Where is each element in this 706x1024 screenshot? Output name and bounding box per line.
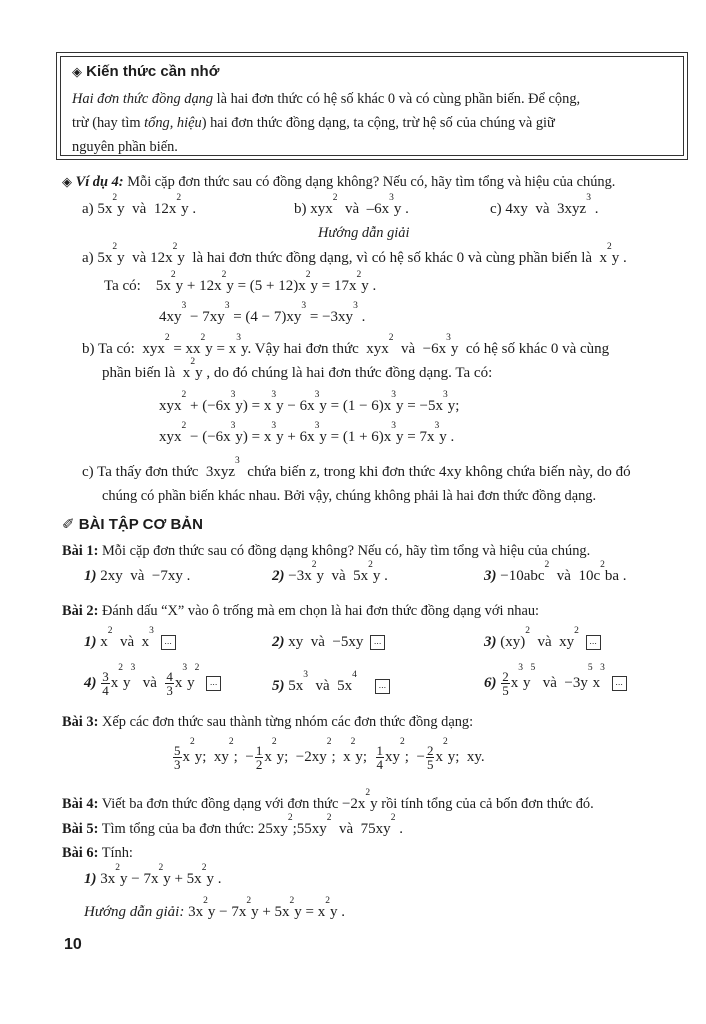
- solution-c-line1: c) Ta thấy đơn thức 3xyz$^3$ chứa biến z, trong khi đơn thức 4xy không chứa biến này, do đó: [82, 456, 631, 480]
- solution-c-line2: chúng có phần biến khác nhau. Bởi vậy, chúng không phải là hai đơn thức đồng dạng.: [102, 488, 597, 504]
- example-part-c: c) 4xy và 3xyz$^3$ .: [490, 193, 599, 217]
- knowledge-box-title: ◈ Kiến thức cần nhớ: [72, 63, 220, 80]
- solution-b-line1: b) Ta có: $xyx^2 = xx^2y = x^3y$. Vậy hai đơn thức xyx$^2$ và $-6x^3y$ có hệ số khác 0 và cùng: [82, 333, 610, 357]
- exercise-1: Bài 1: Mỗi cặp đơn thức sau có đồng dạng không? Nếu có, hãy tìm tổng và hiệu của chúng.: [62, 543, 591, 559]
- knowledge-line-1: Hai đơn thức đồng dạng là hai đơn thức có hệ số khác 0 và có cùng phần biến. Để cộng,: [72, 91, 581, 107]
- exercise-2-item-2: 2) xy và −5xy ...: [272, 633, 385, 651]
- page-number: 10: [64, 936, 82, 953]
- knowledge-line-3: nguyên phần biến.: [72, 139, 178, 155]
- answer-checkbox[interactable]: ...: [161, 635, 176, 650]
- section-title: ✐ BÀI TẬP CƠ BẢN: [62, 515, 203, 533]
- example-part-a: a) $5x^2y$ và $12x^2y$ .: [82, 193, 197, 217]
- answer-checkbox[interactable]: ...: [375, 679, 390, 694]
- diamond-icon: ◈: [62, 175, 72, 190]
- exercise-2: Bài 2: Đánh dấu “X” vào ô trống mà em chọn là hai đơn thức đồng dạng với nhau:: [62, 603, 540, 619]
- diamond-icon: ◈: [72, 65, 82, 80]
- guide-heading: Hướng dẫn giải: [318, 225, 410, 241]
- knowledge-line-2: trừ (hay tìm tổng, hiệu) hai đơn thức đồng dạng, ta cộng, trừ hệ số của chúng và giữ: [72, 115, 555, 131]
- exercise-6: Bài 6: Tính:: [62, 845, 133, 861]
- answer-checkbox[interactable]: ...: [206, 676, 221, 691]
- exercise-1-item-2: $2) -3x^2y$ và $5x^2y$ .: [272, 560, 388, 584]
- exercise-2-item-3: 3) (xy)$^2$ và $xy^2$ ...: [484, 633, 601, 651]
- exercise-4: Bài 4: Viết ba đơn thức đồng dạng với đơn thức $-2x^2y$ rồi tính tổng của cả bốn đơn thức đó.: [62, 788, 594, 812]
- exercise-6-guide: Hướng dẫn giải: $3x^2y - 7x^2y + 5x^2y = x^2y$ .: [84, 896, 346, 920]
- example-part-b: b) xyx$^2$ và $-6x^3y$ .: [294, 193, 409, 217]
- solution-a-sum: Ta có: $5x^2y + 12x^2y = (5 + 12)x^2y = 17x^2y$ .: [104, 270, 377, 294]
- solution-b-sum: $xyx^2 + (-6x^3y) = x^3y - 6x^3y = (1 - 6)x^3y = -5x^3y$;: [159, 390, 460, 414]
- exercise-3-monomials: $\frac{5}{3}$ $x^2y$; $xy^2$; − $\frac{1}{2}$ $x^2y$; $-2xy^2$; $x^2y$; $\frac{1}{4}$ $xy^2$; − $\frac{2}{5}$ $x^2y$; xy.: [174, 737, 485, 772]
- pencil-icon: ✐: [62, 515, 75, 533]
- solution-b-line2: phần biến là $x^2y$ , do đó chúng là hai đơn thức đồng dạng. Ta có:: [102, 357, 493, 381]
- exercise-2-item-6: 6) $\frac{2}{5}$ $x^3y^5$ và $-3y^5x^3$ ...: [484, 670, 627, 697]
- solution-a: a) $5x^2y$ và $12x^2y$ là hai đơn thức đồng dạng, vì có hệ số khác 0 và cùng phần biến là $x^2y$ .: [82, 242, 627, 266]
- exercise-2-item-1: 1) $x^2$ và $x^3$ ...: [84, 633, 176, 651]
- exercise-2-item-5: 5) $5x^3$ và $5x^4$ ...: [272, 677, 390, 695]
- exercise-3: Bài 3: Xếp các đơn thức sau thành từng nhóm các đơn thức đồng dạng:: [62, 714, 474, 730]
- exercise-6-item-1: 1) $3x^2y - 7x^2y + 5x^2y$ .: [84, 863, 222, 887]
- answer-checkbox[interactable]: ...: [586, 635, 601, 650]
- exercise-1-item-3: 3) −10abc$^2$ và $10c^2ba$ .: [484, 560, 627, 584]
- example-question: ◈ Ví dụ 4: Mỗi cặp đơn thức sau có đồng dạng không? Nếu có, hãy tìm tổng và hiệu của chúng.: [62, 174, 616, 190]
- answer-checkbox[interactable]: ...: [370, 635, 385, 650]
- exercise-1-item-1: 1) 2xy và −7xy .: [84, 568, 191, 584]
- solution-b-difference: $xyx^2 - (-6x^3y) = x^3y + 6x^3y = (1 + 6)x^3y = 7x^3y$ .: [159, 421, 455, 445]
- answer-checkbox[interactable]: ...: [612, 676, 627, 691]
- exercise-5: Bài 5: Tìm tổng của ba đơn thức: $25xy^2;55xy^2$ và $75xy^2$ .: [62, 813, 403, 837]
- exercise-2-item-4: 4) $\frac{3}{4}$ $x^2y^3$ và $\frac{4}{3}$ $x^3y^2$ ...: [84, 670, 221, 697]
- solution-a-difference: $4xy^3 - 7xy^3 = (4 - 7)xy^3 = -3xy^3$ .: [159, 301, 366, 325]
